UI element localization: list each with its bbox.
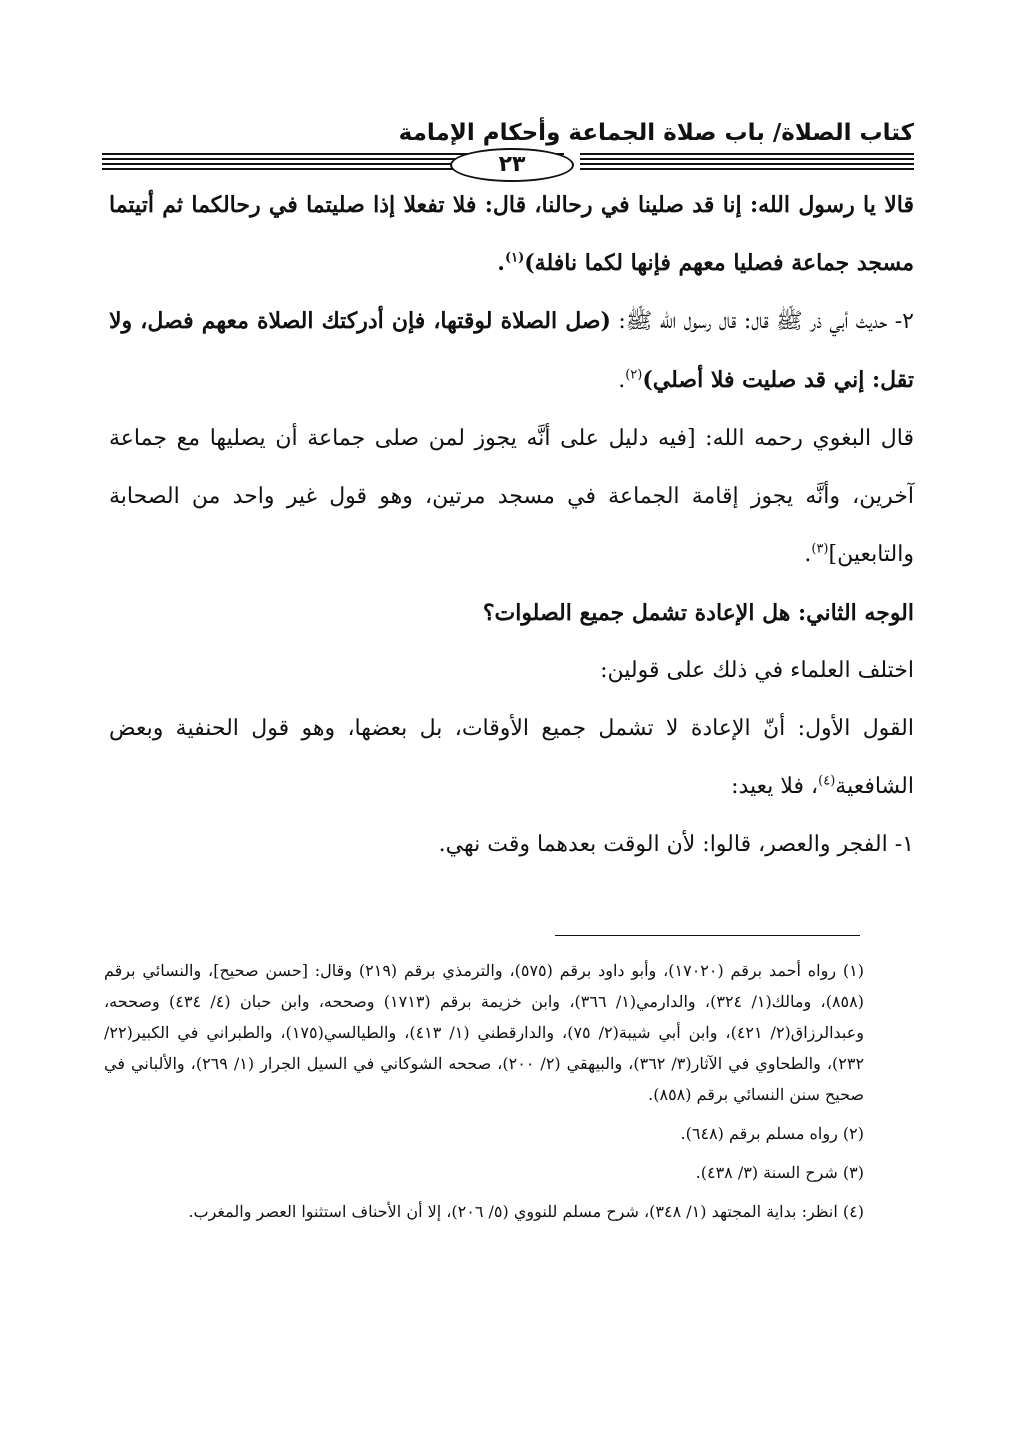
first-opinion-end: ، فلا يعيد:: [731, 774, 819, 799]
hadith-line-1: قالا يا رسول الله: إنا قد صلينا في رحالنا، قال: فلا تفعلا إذا صليتما في رحالكما ثم: [162, 192, 914, 218]
hadith-2-text: (صل الصلاة لوقتها، فإن أدركتك الصلاة معهم فصل، ولا تقل: إني قد صليت فلا أصلي): [109, 308, 914, 393]
footnote-4: [104, 1196, 864, 1227]
main-text: [109, 176, 914, 874]
footnote-3: [104, 1157, 864, 1188]
footnote-text: انظر: بداية المجتهد (١/ ٣٤٨)، شرح مسلم للنووي (٥/ ٢٠٦)، إلا أن الأحناف استثنوا العصر والمغرب.: [188, 1202, 838, 1221]
footnote-2: [104, 1118, 864, 1149]
footnote-separator: [555, 935, 860, 936]
footnote-ref-1[interactable]: (١): [504, 250, 525, 266]
footnote-ref-2[interactable]: (٢): [625, 367, 643, 383]
hadith-continuation: قالا يا رسول الله: إنا قد صلينا في رحالنا، قال: فلا تفعلا إذا صليتما في رحالكما ثم أتيتما مسجد جماعة فصليا معهم فإنها لكما نافلة)$^{(١)}$.: [109, 192, 914, 276]
running-header-title: كتاب الصلاة/ باب صلاة الجماعة وأحكام الإمامة: [398, 120, 914, 146]
hadith-2-intro: ٢- حديث أبي ذر ﷺ قال: قال رسول الله ﷺ:: [610, 309, 914, 334]
footnote-ref-3[interactable]: (٣): [811, 541, 829, 557]
footnote-1: [104, 955, 864, 1110]
first-opinion-text: القول الأول: أنّ الإعادة لا تشمل جميع الأوقات، بل بعضها، وهو قول الحنفية وبعض الشافعية: [109, 716, 914, 799]
footnote-ref-4[interactable]: (٤): [818, 773, 836, 789]
hadith-line-2: أتيتما مسجد جماعة فصليا معهم فإنها لكما نافلة): [109, 192, 914, 276]
section-heading-second-aspect: الوجه الثاني: هل الإعادة تشمل جميع الصلوات؟: [482, 600, 914, 626]
hadith-abu-dharr: ٢- حديث أبي ذر ﷺ قال: قال رسول الله ﷺ: (صل الصلاة لوقتها، فإن أدركتك الصلاة معهم فصل، ولا تقل: إني قد صليت فلا أصلي)$^{(٢)}$.: [109, 308, 914, 393]
header-rule-right: [580, 150, 914, 176]
footnote-text: رواه مسلم برقم (٦٤٨).: [680, 1124, 838, 1143]
footnote-label: (١): [842, 961, 865, 980]
list-item-fajr-asr: ١- الفجر والعصر، قالوا: لأن الوقت بعدهما وقت نهي.: [438, 832, 914, 857]
footnote-text: شرح السنة (٣/ ٤٣٨).: [695, 1163, 838, 1182]
footnote-label: (٤): [842, 1202, 864, 1221]
footnotes-section: [104, 955, 864, 1227]
footnote-label: (٢): [842, 1124, 864, 1143]
footnote-text: رواه أحمد برقم (١٧٠٢٠)، وأبو داود برقم (٥٧٥)، والترمذي برقم (٢١٩) وقال: [حسن صحيح]، والنسائي برقم (٨٥٨)، ومالك(١/ ٣٢٤)، والدارمي(١/ ٣٦٦)، وابن خزيمة برقم (١٧١٣) وصححه، وابن حبان (٤/ ٤٣٤) وصححه، وعبدالرزاق(٢/ ٤٢١)، وابن أبي شيبة(٢/ ٧٥)، والدارقطني (١/ ٤١٣)، والطيالسي(١٧٥)، والطبراني في الكبير(٢٢/ ٢٣٢)، والطحاوي في الآثار(٣/ ٣٦٢)، والبيهقي (٢/ ٢٠٠)، صححه الشوكاني في السيل الجرار (١/ ٢٦٩)، والألباني في صحيح سنن النسائي برقم (٨٥٨).: [104, 961, 865, 1104]
footnote-label: (٣): [842, 1163, 864, 1182]
baghawi-quote: قال البغوي رحمه الله: [فيه دليل على أنَّه يجوز لمن صلى جماعة أن يصليها مع جماعة آخرين، وأنَّه يجوز إقامة الجماعة في مسجد مرتين، وهو قول غير واحد من الصحابة والتابعين]$^{(٣)}$.: [109, 426, 914, 567]
page-number-badge: ٢٣: [450, 148, 574, 182]
scholars-disagreement: اختلف العلماء في ذلك على قولين:: [600, 658, 914, 683]
first-opinion: [109, 700, 914, 816]
baghawi-text: قال البغوي رحمه الله: [فيه دليل على أنَّه يجوز لمن صلى جماعة أن يصليها مع جماعة آخرين، وأنَّه يجوز إقامة الجماعة في مسجد مرتين، وهو قول غير واحد من الصحابة والتابعين]: [109, 426, 914, 567]
